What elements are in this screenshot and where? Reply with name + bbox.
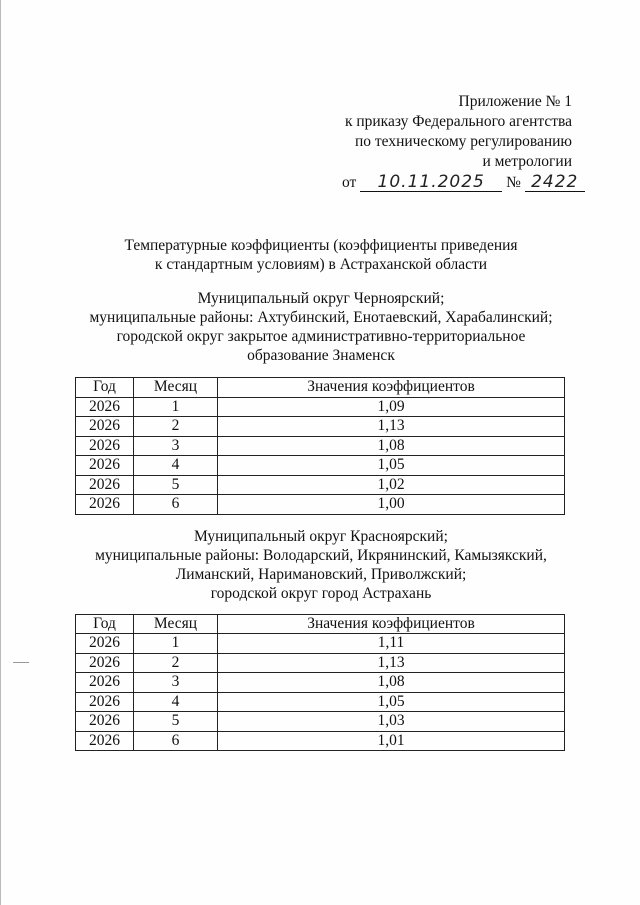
month-cell: 5 <box>134 475 218 495</box>
column-header: Год <box>76 614 134 634</box>
table-row <box>76 673 565 693</box>
year-cell: 2026 <box>76 417 134 437</box>
coefficient-cell: 1,13 <box>218 417 565 437</box>
year-cell: 2026 <box>76 692 134 712</box>
section-heading-block <box>41 527 601 603</box>
coefficient-cell: 1,13 <box>218 653 565 673</box>
year-cell: 2026 <box>76 634 134 654</box>
table-row <box>76 456 565 476</box>
column-header: Значения коэффициентов <box>218 378 565 398</box>
section-heading-block <box>41 289 601 365</box>
year-cell: 2026 <box>76 731 134 751</box>
month-cell: 4 <box>134 456 218 476</box>
month-cell: 3 <box>134 673 218 693</box>
column-header: Год <box>76 378 134 398</box>
table-row <box>76 692 565 712</box>
order-date-number <box>342 172 640 194</box>
order-line: по техническому регулированию <box>354 133 572 150</box>
coefficient-cell: 1,01 <box>218 731 565 751</box>
document-title: Температурные коэффициенты (коэффициенты приведения <box>124 237 518 254</box>
handwritten-date: 10.11.2025 <box>360 173 502 192</box>
table-header-row <box>76 614 565 634</box>
year-cell: 2026 <box>76 456 134 476</box>
coefficient-cell: 1,11 <box>218 634 565 654</box>
coefficient-cell: 1,03 <box>218 712 565 732</box>
section-heading: муниципальные районы: Володарский, Икрянинский, Камызякский, <box>95 546 547 564</box>
month-cell: 1 <box>134 634 218 654</box>
coefficient-cell: 1,08 <box>218 673 565 693</box>
column-header: Значения коэффициентов <box>218 614 565 634</box>
coefficients-table <box>75 377 565 515</box>
year-cell: 2026 <box>76 653 134 673</box>
table-row <box>76 436 565 456</box>
month-cell: 5 <box>134 712 218 732</box>
month-cell: 6 <box>134 731 218 751</box>
scan-mark <box>13 662 29 663</box>
number-prefix: № <box>506 174 521 191</box>
year-cell: 2026 <box>76 495 134 515</box>
document-title: к стандартным условиям) в Астраханской области <box>154 256 488 273</box>
section-heading: Муниципальный округ Черноярский; <box>197 290 445 307</box>
coefficient-cell: 1,05 <box>218 456 565 476</box>
table-row <box>76 475 565 495</box>
coefficient-cell: 1,08 <box>218 436 565 456</box>
section-heading: Лиманский, Наримановский, Приволжский; <box>175 565 467 583</box>
year-cell: 2026 <box>76 712 134 732</box>
section-heading: Муниципальный округ Красноярский; <box>194 527 448 545</box>
month-cell: 6 <box>134 495 218 515</box>
coefficient-cell: 1,02 <box>218 475 565 495</box>
coefficient-cell: 1,00 <box>218 495 565 515</box>
year-cell: 2026 <box>76 436 134 456</box>
date-prefix: от <box>342 174 357 191</box>
year-cell: 2026 <box>76 397 134 417</box>
table-row <box>76 397 565 417</box>
section-heading: городской округ город Астрахань <box>210 584 432 602</box>
table-header-row <box>76 378 565 398</box>
table-row <box>76 653 565 673</box>
handwritten-number: 2422 <box>525 173 585 192</box>
year-cell: 2026 <box>76 673 134 693</box>
table-row <box>76 731 565 751</box>
column-header: Месяц <box>134 614 218 634</box>
section-heading: муниципальные районы: Ахтубинский, Енотаевский, Харабалинский; <box>89 309 553 326</box>
table-row <box>76 712 565 732</box>
section-heading: городской округ закрытое административно-территориальное <box>116 328 526 345</box>
appendix-header <box>1 92 572 172</box>
column-header: Месяц <box>134 378 218 398</box>
table-row <box>76 634 565 654</box>
coefficient-cell: 1,09 <box>218 397 565 417</box>
order-line: и метрологии <box>482 153 572 170</box>
section-heading: образование Знаменск <box>247 347 395 364</box>
month-cell: 2 <box>134 417 218 437</box>
order-line: к приказу Федерального агентства <box>344 113 572 130</box>
month-cell: 1 <box>134 397 218 417</box>
table-row <box>76 495 565 515</box>
month-cell: 2 <box>134 653 218 673</box>
coefficient-cell: 1,05 <box>218 692 565 712</box>
coefficients-table <box>75 614 565 752</box>
appendix-label: Приложение № 1 <box>458 93 572 110</box>
document-title-block <box>41 236 601 274</box>
month-cell: 4 <box>134 692 218 712</box>
year-cell: 2026 <box>76 475 134 495</box>
table-row <box>76 417 565 437</box>
month-cell: 3 <box>134 436 218 456</box>
